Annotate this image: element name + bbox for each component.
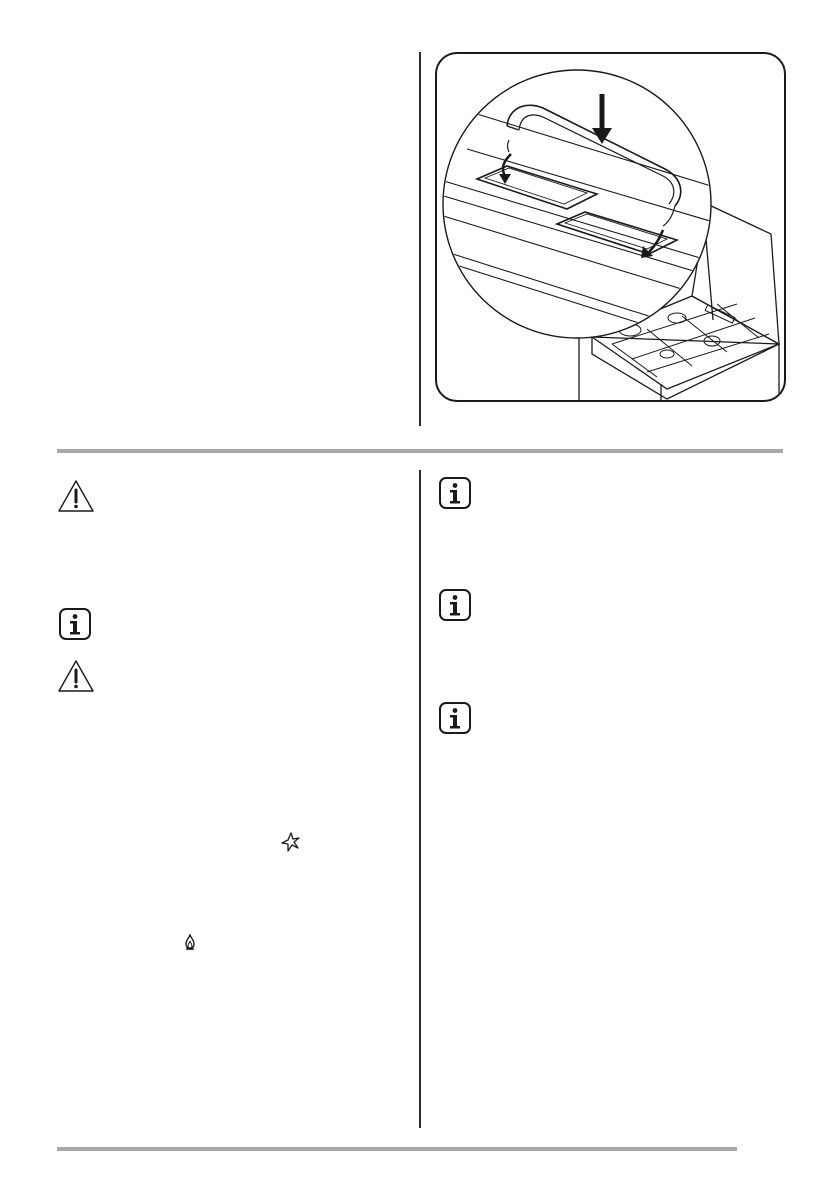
installation-illustration bbox=[435, 52, 786, 402]
warning-icon bbox=[57, 659, 95, 693]
info-icon bbox=[438, 701, 472, 735]
warning-icon bbox=[57, 479, 95, 513]
info-icon bbox=[58, 607, 92, 641]
info-icon bbox=[438, 476, 472, 510]
bottom-column-divider bbox=[419, 470, 421, 1128]
top-column-divider bbox=[419, 52, 421, 426]
flame-icon bbox=[184, 934, 196, 950]
spark-icon bbox=[281, 832, 301, 852]
section-separator bbox=[57, 449, 783, 453]
info-icon bbox=[438, 588, 472, 622]
footer-rule bbox=[57, 1147, 737, 1151]
